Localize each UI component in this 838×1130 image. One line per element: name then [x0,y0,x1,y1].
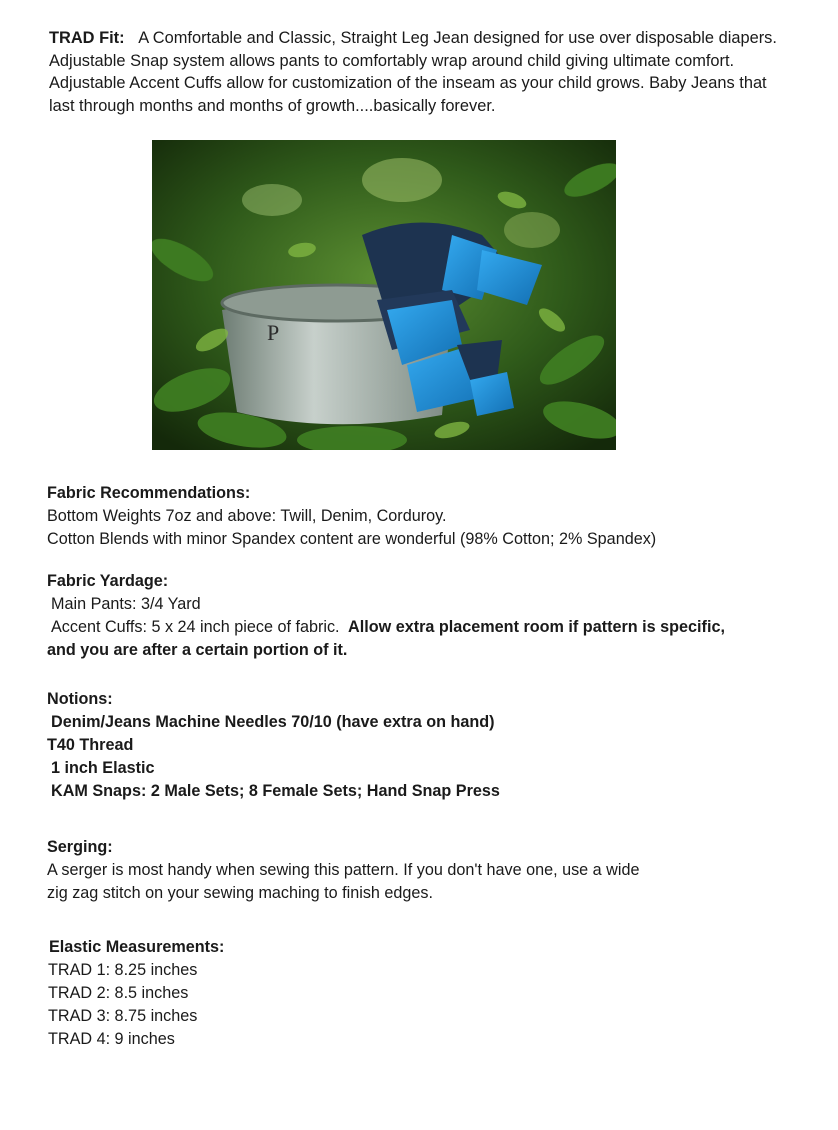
notions-section [47,688,807,803]
notion-item: KAM Snaps: 2 Male Sets; 8 Female Sets; Hand Snap Press [51,782,500,800]
notion-item: T40 Thread [47,736,134,754]
fabric-recommendation-line: Bottom Weights 7oz and above: Twill, Denim, Corduroy. [47,507,447,525]
elastic-measurement-item: TRAD 4: 9 inches [48,1030,175,1048]
fabric-recommendation-line: Cotton Blends with minor Spandex content are wonderful (98% Cotton; 2% Spandex) [47,530,657,548]
bucket-logo: P [267,320,280,345]
notion-item: Denim/Jeans Machine Needles 70/10 (have extra on hand) [51,713,495,731]
elastic-measurement-item: TRAD 1: 8.25 inches [48,961,198,979]
fabric-yardage-heading: Fabric Yardage: [47,572,169,590]
serging-line: A serger is most handy when sewing this pattern. If you don't have one, use a wide [47,861,640,879]
intro-text: A Comfortable and Classic, Straight Leg Jean designed for use over disposable diapers. Adjustable Snap system allows pants to comfortably wrap around child giving ultimate comfort. Adjustable Accent Cuffs allow for customization of the inseam as your child grows. Baby Jeans that last through months and months of growth....basically forever. [49,29,777,115]
elastic-measurements-section [48,936,808,1051]
notion-item: 1 inch Elastic [51,759,155,777]
serging-line: zig zag stitch on your sewing maching to finish edges. [47,884,434,902]
placement-note-continued: and you are after a certain portion of it. [47,641,348,659]
serging-section [47,836,807,905]
fabric-recommendations-heading: Fabric Recommendations: [47,484,251,502]
intro-label: TRAD Fit: [49,29,125,47]
fabric-yardage-section [47,570,807,662]
notions-heading: Notions: [47,690,113,708]
elastic-measurement-item: TRAD 2: 8.5 inches [48,984,189,1002]
serging-heading: Serging: [47,838,113,856]
intro-paragraph [49,27,784,117]
elastic-measurements-heading: Elastic Measurements: [49,938,225,956]
placement-note: Allow extra placement room if pattern is specific, [348,618,725,636]
product-photo [152,140,616,450]
fabric-recommendations-section [47,482,807,551]
accent-cuffs-yardage-line [47,616,807,639]
photo-illustration [152,140,616,450]
elastic-measurement-item: TRAD 3: 8.75 inches [48,1007,198,1025]
main-pants-yardage: Main Pants: 3/4 Yard [51,595,201,613]
accent-cuffs-yardage: Accent Cuffs: 5 x 24 inch piece of fabric. [51,618,340,636]
